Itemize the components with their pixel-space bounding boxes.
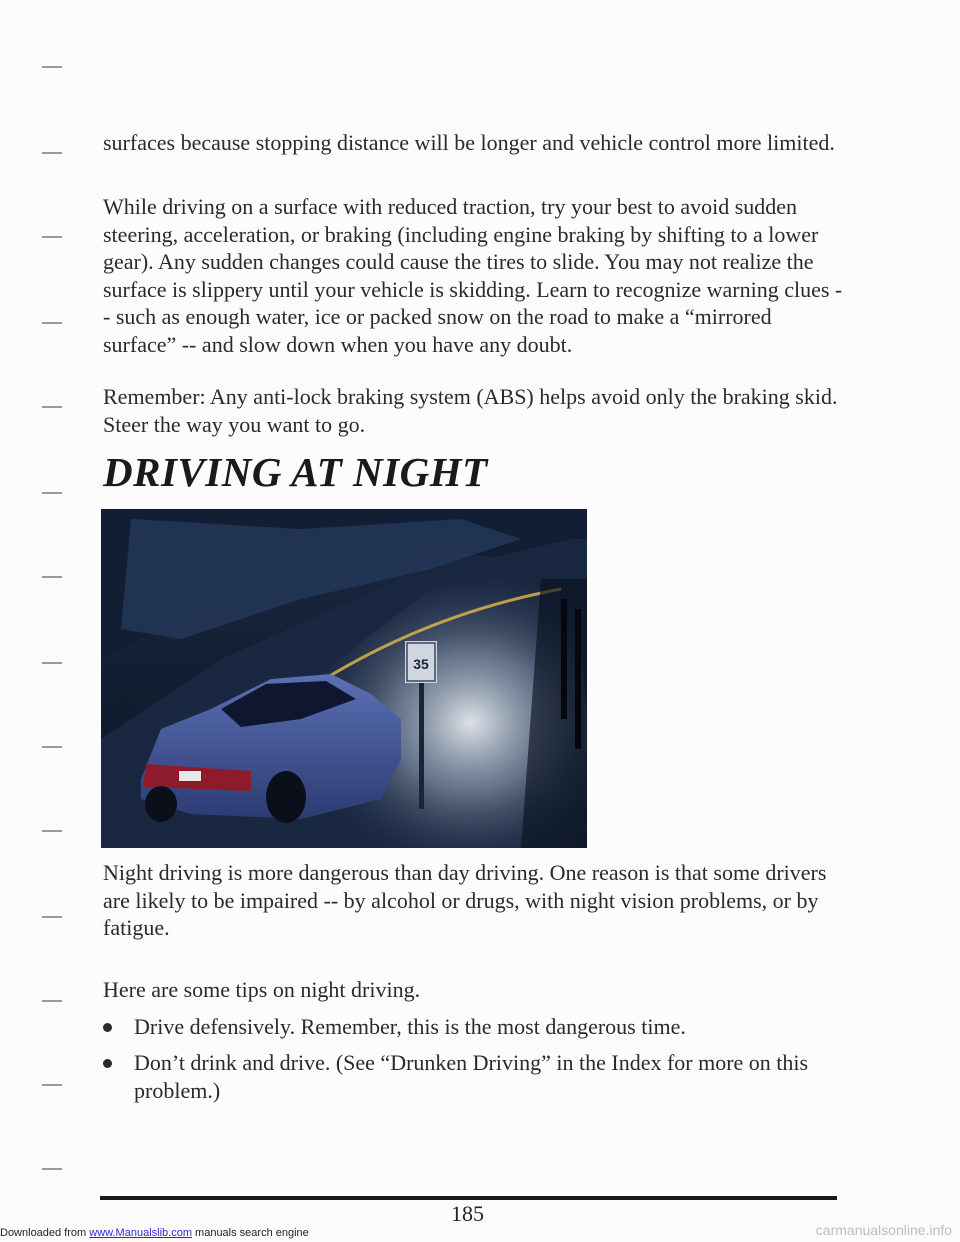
watermark: carmanualsonline.info [815,1222,952,1238]
margin-mark [42,66,62,68]
footer-rule [100,1196,837,1200]
margin-mark [42,406,62,408]
margin-mark [42,746,62,748]
footer-prefix: Downloaded from [0,1227,90,1239]
margin-mark [42,1168,62,1170]
bullet-icon [103,1059,112,1068]
download-footer [0,1227,309,1239]
section-heading: DRIVING AT NIGHT [103,449,488,495]
margin-mark [42,576,62,578]
margin-mark [42,492,62,494]
paragraph-tips-intro: Here are some tips on night driving. [103,977,421,1002]
manualslib-link[interactable]: www.Manualslib.com [89,1227,192,1239]
page-number: 185 [451,1201,484,1226]
margin-mark [42,1084,62,1086]
list-item [103,1013,843,1041]
margin-mark [42,322,62,324]
list-item [103,1049,843,1104]
margin-mark [42,236,62,238]
night-driving-photo [101,509,587,848]
list-item-text: Don’t drink and drive. (See “Drunken Driving” in the Index for more on this problem.) [134,1050,809,1103]
speed-sign-text: 35 [413,656,429,672]
margin-mark [42,662,62,664]
margin-mark [42,1000,62,1002]
list-item-text: Drive defensively. Remember, this is the most dangerous time. [134,1014,686,1039]
margin-mark [42,152,62,154]
footer-suffix: manuals search engine [191,1227,309,1239]
paragraph-night-danger: Night driving is more dangerous than day driving. One reason is that some drivers are likely to be impaired -- by alcohol or drugs, with night vision problems, or by fatigue. [103,860,827,940]
paragraph-reduced-traction: While driving on a surface with reduced traction, try your best to avoid sudden steering, acceleration, or braking (including engine braking by shifting to a lower gear). Any sudden changes could cause the tires to slide. You may not realize the surface is slippery until your vehicle is skidding. Learn to recognize warning clues -- such as enough water, ice or packed snow on the road to make a “mirrored surface” -- and slow down when you have any doubt. [103,194,843,357]
paragraph-traction-intro: surfaces because stopping distance will be longer and vehicle control more limited. [103,130,835,155]
margin-mark [42,830,62,832]
bullet-icon [103,1023,112,1032]
paragraph-abs-reminder: Remember: Any anti-lock braking system (ABS) helps avoid only the braking skid. Steer the way you want to go. [103,384,838,437]
margin-mark [42,916,62,918]
